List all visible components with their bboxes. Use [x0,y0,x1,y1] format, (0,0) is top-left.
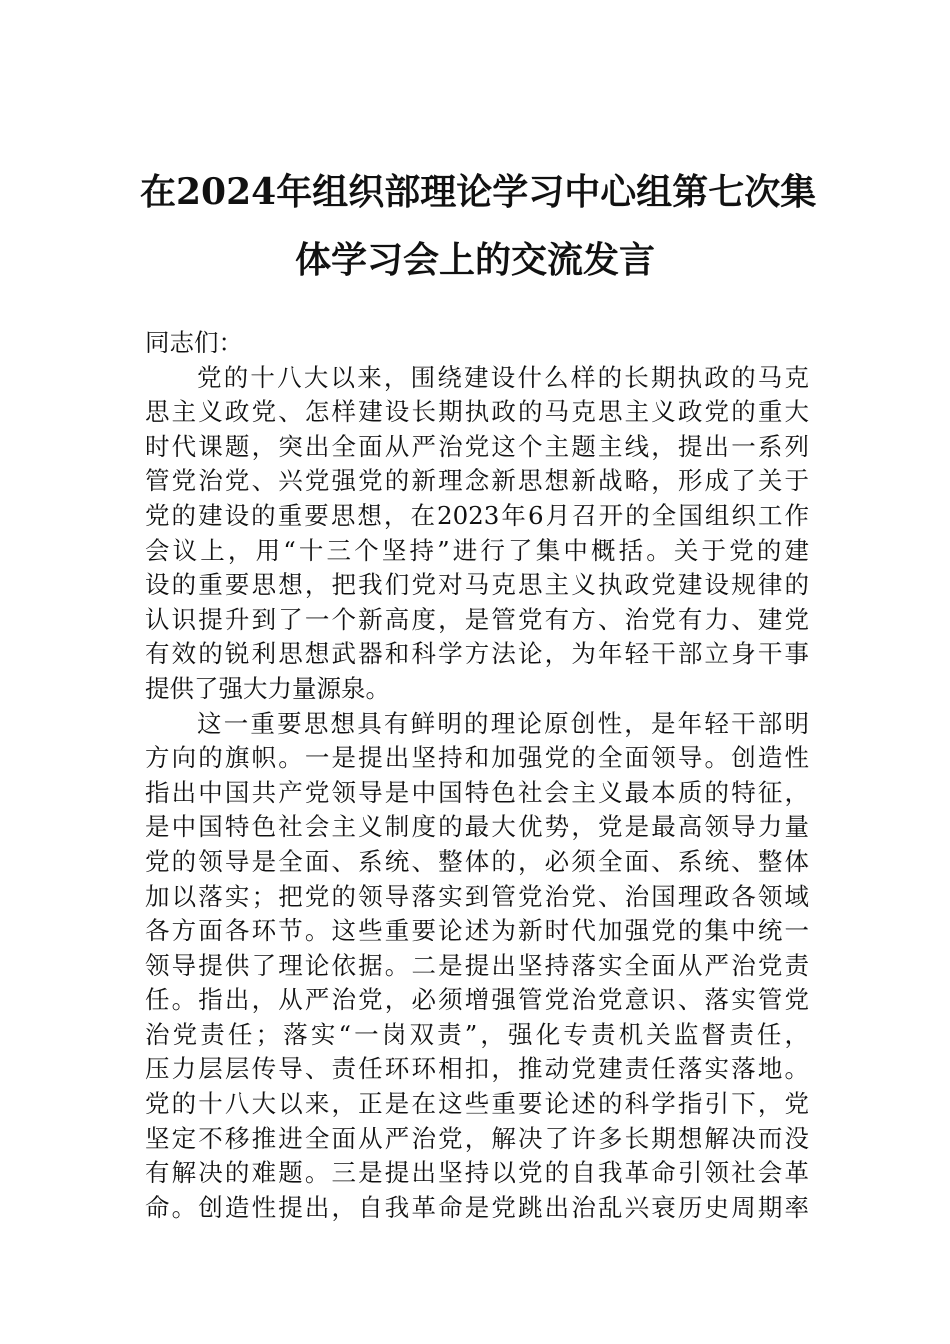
document-title-line-1: 在2024年组织部理论学习中心组第七次集 [140,171,817,213]
paragraph-line: 思主义政党、怎样建设长期执政的马克思主义政党的重大 [145,397,809,427]
paragraph-line: 党的十八大以来，围绕建设什么样的长期执政的马克 [197,362,809,392]
paragraph-line: 认识提升到了一个新高度，是管党有方、治党有力、建党 [145,604,809,634]
paragraph-line: 坚定不移推进全面从严治党，解决了许多长期想解决而没 [145,1123,809,1153]
paragraph-line: 党的建设的重要思想，在2023年6月召开的全国组织工作 [145,500,809,530]
paragraph-line: 党的十八大以来，正是在这些重要论述的科学指引下，党 [145,1089,809,1119]
paragraph-line: 时代课题，突出全面从严治党这个主题主线，提出一系列 [145,431,809,461]
paragraph-line: 命。创造性提出，自我革命是党跳出治乱兴衰历史周期率 [145,1192,809,1222]
paragraph-line: 各方面各环节。这些重要论述为新时代加强党的集中统一 [145,916,809,946]
paragraph-line: 加以落实；把党的领导落实到管党治党、治国理政各领域 [145,881,809,911]
paragraph-line: 任。指出，从严治党，必须增强管党治党意识、落实管党 [145,985,809,1015]
paragraph-2 [145,707,809,1226]
paragraph-line: 提供了强大力量源泉。 [145,673,390,703]
paragraph-line: 领导提供了理论依据。二是提出坚持落实全面从严治党责 [145,950,809,980]
paragraph-line: 设的重要思想，把我们党对马克思主义执政党建设规律的 [145,570,809,600]
paragraph-1 [145,361,809,707]
document-title-line-2: 体学习会上的交流发言 [294,239,655,281]
paragraph-line: 有解决的难题。三是提出坚持以党的自我革命引领社会革 [145,1158,809,1188]
paragraph-line: 这一重要思想具有鲜明的理论原创性，是年轻干部明 [197,708,809,738]
paragraph-line: 治党责任；落实“一岗双责”，强化专责机关监督责任， [145,1019,809,1049]
document-body [145,326,809,1225]
paragraph-line: 压力层层传导、责任环环相扣，推动党建责任落实落地。 [145,1054,809,1084]
salutation: 同志们： [145,328,243,357]
paragraph-line: 会议上，用“十三个坚持”进行了集中概括。关于党的建 [145,535,809,565]
paragraph-line: 是中国特色社会主义制度的最大优势，党是最高领导力量 [145,812,809,842]
paragraph-line: 有效的锐利思想武器和科学方法论，为年轻干部立身干事 [145,639,809,669]
paragraph-line: 管党治党、兴党强党的新理念新思想新战略，形成了关于 [145,466,809,496]
paragraph-line: 方向的旗帜。一是提出坚持和加强党的全面领导。创造性 [145,743,809,773]
paragraph-line: 指出中国共产党领导是中国特色社会主义最本质的特征， [145,777,809,807]
paragraph-line: 党的领导是全面、系统、整体的，必须全面、系统、整体 [145,846,809,876]
